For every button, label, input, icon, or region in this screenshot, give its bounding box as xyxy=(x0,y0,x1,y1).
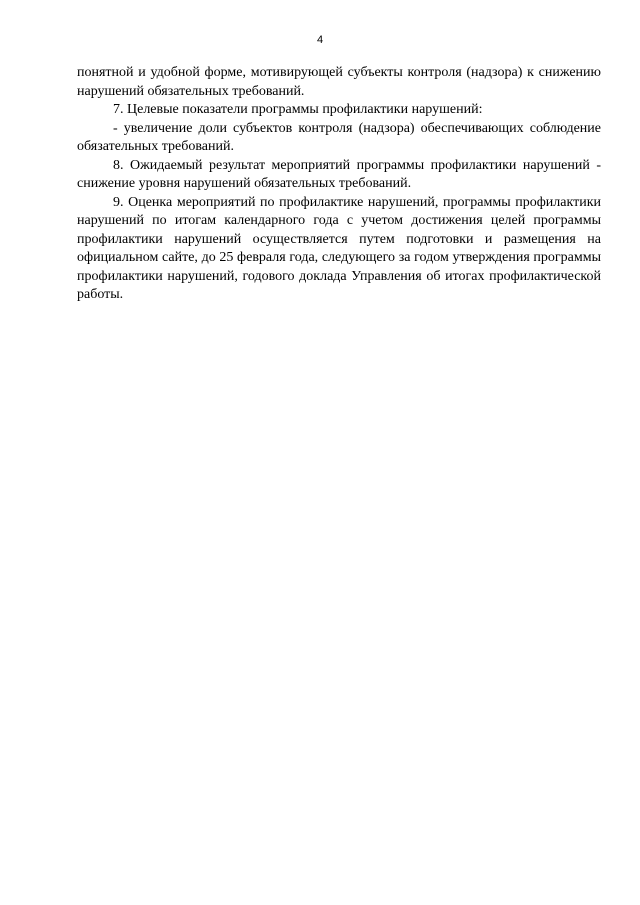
document-body xyxy=(77,64,601,305)
paragraph-continuation: понятной и удобной форме, мотивирующей субъекты контроля (надзора) к снижению нарушений обязательных требований. xyxy=(77,65,601,99)
paragraph-expected-result: 8. Ожидаемый результат мероприятий программы профилактики нарушений - снижение уровня нарушений обязательных требований. xyxy=(77,157,601,191)
paragraph-evaluation: 9. Оценка мероприятий по профилактике нарушений, программы профилактики нарушений по итогам календарного года с учетом достижения целей программы профилактики нарушений осуществляется путем подготовки и размещения на официальном сайте, до 25 февраля года, следующего за годом утверждения программы профилактики нарушений, годового доклада Управления об итогах профилактической работы. xyxy=(77,194,601,302)
paragraph-target-indicators: 7. Целевые показатели программы профилактики нарушений: xyxy=(113,102,483,117)
paragraph-indicator-item: - увеличение доли субъектов контроля (надзора) обеспечивающих соблюдение обязательных требований. xyxy=(77,120,601,154)
page-number: 4 xyxy=(316,34,324,46)
